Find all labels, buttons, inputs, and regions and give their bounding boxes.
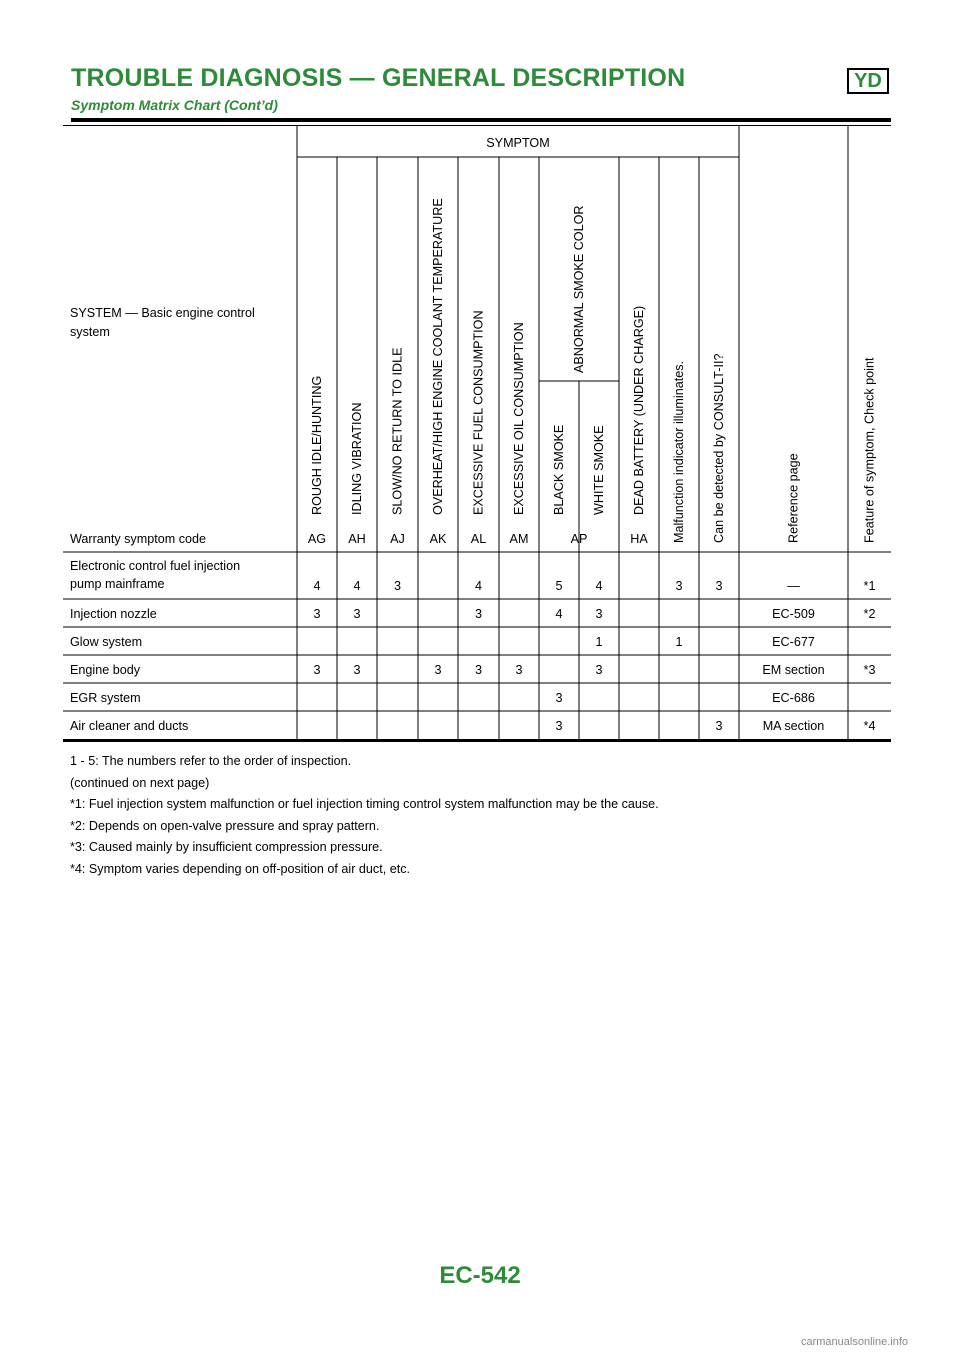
- note-line: *2: Depends on open-valve pressure and spray pattern.: [70, 818, 380, 833]
- page-title: TROUBLE DIAGNOSIS — GENERAL DESCRIPTION: [71, 64, 686, 92]
- smoke-group-label: ABNORMAL SMOKE COLOR: [572, 205, 586, 373]
- reference-page-value: EM section: [762, 663, 825, 677]
- warranty-code: AJ: [390, 532, 405, 546]
- row-label: pump mainframe: [70, 577, 165, 591]
- symptom-column-label: ROUGH IDLE/HUNTING: [310, 375, 324, 515]
- feature-value: *3: [863, 663, 876, 677]
- matrix-cell-value: 3: [675, 579, 683, 593]
- note-line: 1 - 5: The numbers refer to the order of inspection.: [70, 754, 352, 768]
- symptom-group-label: SYMPTOM: [486, 136, 550, 150]
- header-rule: [71, 118, 891, 122]
- symptom-column-label: WHITE SMOKE: [592, 425, 606, 515]
- matrix-cell-value: 3: [715, 719, 723, 733]
- note-line: (continued on next page): [70, 775, 210, 790]
- note-line: *3: Caused mainly by insufficient compression pressure.: [70, 840, 383, 855]
- matrix-cell-value: 3: [555, 691, 563, 705]
- matrix-cell-value: 4: [595, 579, 603, 593]
- warranty-code: AL: [470, 532, 487, 546]
- feature-column-label: Feature of symptom, Check point: [862, 357, 877, 543]
- matrix-cell-value: 3: [595, 663, 603, 677]
- feature-value: *1: [863, 579, 876, 593]
- matrix-cell-value: 4: [474, 579, 483, 593]
- watermark[interactable]: carmanualsonline.info: [800, 1336, 908, 1348]
- warranty-code: AP: [570, 532, 588, 546]
- warranty-code: AM: [509, 532, 529, 546]
- matrix-cell-value: 4: [555, 607, 563, 621]
- row-label: Electronic control fuel injection: [70, 559, 241, 573]
- symptom-column-label: DEAD BATTERY (UNDER CHARGE): [632, 305, 646, 515]
- symptom-column-label: SLOW/NO RETURN TO IDLE: [390, 347, 405, 515]
- matrix-cell-value: 3: [474, 607, 483, 621]
- matrix-cell-value: 3: [555, 719, 563, 733]
- reference-column-label: Reference page: [786, 453, 801, 543]
- reference-page-value: MA section: [762, 719, 825, 733]
- warranty-code: AK: [429, 532, 447, 546]
- matrix-cell-value: 5: [555, 579, 563, 593]
- page-number: EC-542: [439, 1262, 521, 1289]
- matrix-cell-value: 4: [353, 579, 361, 593]
- note-line: *4: Symptom varies depending on off-position of air duct, etc.: [70, 861, 410, 876]
- matrix-cell-value: 3: [515, 663, 523, 677]
- feature-value: *2: [863, 607, 876, 621]
- matrix-cell-value: 3: [353, 663, 361, 677]
- matrix-cell-value: 3: [434, 663, 442, 677]
- row-label: Injection nozzle: [70, 607, 157, 621]
- feature-value: *4: [863, 719, 876, 733]
- reference-page-value: EC-509: [772, 607, 815, 621]
- symptom-column-label: BLACK SMOKE: [552, 424, 566, 515]
- symptom-column-label: OVERHEAT/HIGH ENGINE COOLANT TEMPERATURE: [431, 198, 445, 515]
- row-label: Air cleaner and ducts: [70, 719, 189, 733]
- warranty-code: HA: [630, 532, 648, 546]
- system-label: SYSTEM — Basic engine control: [70, 306, 255, 320]
- system-label: system: [70, 325, 110, 339]
- matrix-cell-value: 1: [675, 635, 683, 649]
- matrix-cell-value: 3: [353, 607, 361, 621]
- reference-page-value: EC-677: [772, 635, 815, 649]
- matrix-cell-value: 3: [313, 663, 321, 677]
- matrix-cell-value: 3: [715, 579, 723, 593]
- symptom-column-label: IDLING VIBRATION: [350, 402, 364, 515]
- reference-page-value: —: [787, 579, 800, 593]
- warranty-code: AG: [307, 532, 327, 546]
- warranty-code: AH: [348, 532, 366, 546]
- row-label: Glow system: [70, 635, 143, 649]
- notes: [70, 751, 659, 881]
- symptom-column-label: Malfunction indicator illuminates.: [672, 361, 686, 543]
- matrix-cell-value: 3: [474, 663, 483, 677]
- matrix-cell-value: 3: [393, 579, 402, 593]
- row-label: EGR system: [70, 691, 141, 705]
- matrix-cell-value: 4: [313, 579, 321, 593]
- warranty-label: Warranty symptom code: [70, 532, 207, 546]
- row-label: Engine body: [70, 663, 141, 677]
- model-badge: YD: [847, 68, 889, 94]
- reference-page-value: EC-686: [772, 691, 815, 705]
- symptom-matrix-table: [63, 125, 891, 743]
- matrix-cell-value: 3: [595, 607, 603, 621]
- symptom-column-label: EXCESSIVE OIL CONSUMPTION: [512, 322, 526, 515]
- matrix-cell-value: 1: [595, 635, 603, 649]
- symptom-column-label: EXCESSIVE FUEL CONSUMPTION: [471, 310, 486, 515]
- note-line: *1: Fuel injection system malfunction or fuel injection timing control system malfunction may be the cause.: [70, 797, 659, 812]
- symptom-column-label: Can be detected by CONSULT-II?: [712, 353, 726, 543]
- matrix-cell-value: 3: [313, 607, 321, 621]
- page-subtitle: Symptom Matrix Chart (Cont’d): [71, 97, 278, 113]
